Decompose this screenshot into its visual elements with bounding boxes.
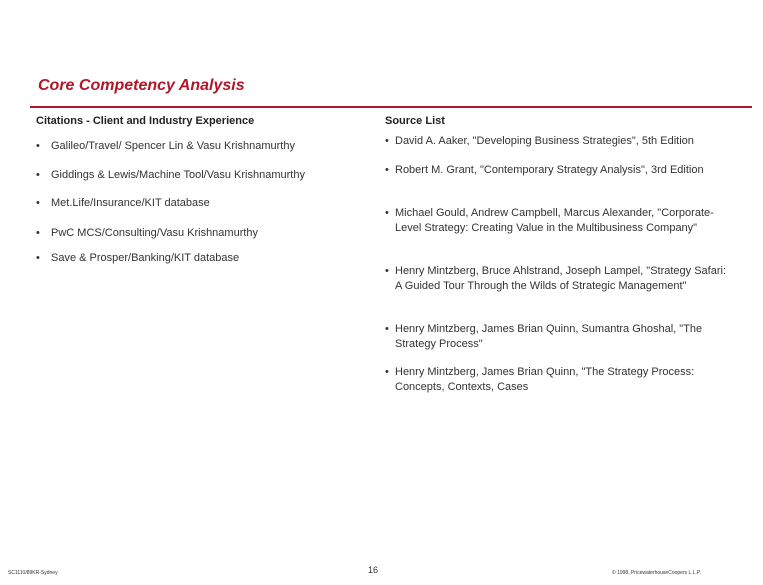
bullet-icon: • xyxy=(36,252,40,264)
bullet-icon: • xyxy=(385,135,389,147)
list-item: • Galileo/Travel/ Spencer Lin & Vasu Krishnamurthy xyxy=(36,140,295,152)
footer-reference: SC1110/89KR-Sydney xyxy=(8,570,58,576)
bullet-icon: • xyxy=(385,164,389,176)
bullet-icon: • xyxy=(36,197,40,209)
list-item: • PwC MCS/Consulting/Vasu Krishnamurthy xyxy=(36,227,259,239)
footer-copyright: © 1998, PricewaterhouseCoopers L.L.P. xyxy=(612,570,701,576)
list-item: • Giddings & Lewis/Machine Tool/Vasu Krishnamurthy xyxy=(36,169,305,181)
bullet-icon: • xyxy=(36,169,40,181)
bullet-icon: • xyxy=(385,323,389,335)
list-item: • Henry Mintzberg, Bruce Ahlstrand, Joseph Lampel, "Strategy Safari: A Guided Tour Through the Wilds of Strategic Management" xyxy=(385,265,727,292)
list-item: • Henry Mintzberg, James Brian Quinn, Sumantra Ghoshal, "The Strategy Process" xyxy=(385,323,703,350)
page-number: 16 xyxy=(368,565,379,575)
list-item: • Met.Life/Insurance/KIT database xyxy=(36,197,210,209)
page-title: Core Competency Analysis xyxy=(38,77,245,94)
citations-heading: Citations - Client and Industry Experience xyxy=(36,115,255,127)
bullet-icon: • xyxy=(385,366,389,378)
bullet-icon: • xyxy=(385,265,389,277)
bullet-icon: • xyxy=(36,227,40,239)
list-item: • Save & Prosper/Banking/KIT database xyxy=(36,252,240,264)
list-item: • Robert M. Grant, "Contemporary Strategy Analysis", 3rd Edition xyxy=(385,164,704,176)
bullet-icon: • xyxy=(385,207,389,219)
bullet-icon: • xyxy=(36,140,40,152)
source-list-heading: Source List xyxy=(385,115,445,127)
list-item: • Henry Mintzberg, James Brian Quinn, "The Strategy Process: Concepts, Contexts, Cases xyxy=(385,366,695,393)
title-divider xyxy=(30,106,752,108)
list-item: • David A. Aaker, "Developing Business Strategies", 5th Edition xyxy=(385,135,694,147)
list-item: • Michael Gould, Andrew Campbell, Marcus Alexander, "Corporate-Level Strategy: Creating Value in the Multibusiness Company" xyxy=(385,207,714,234)
